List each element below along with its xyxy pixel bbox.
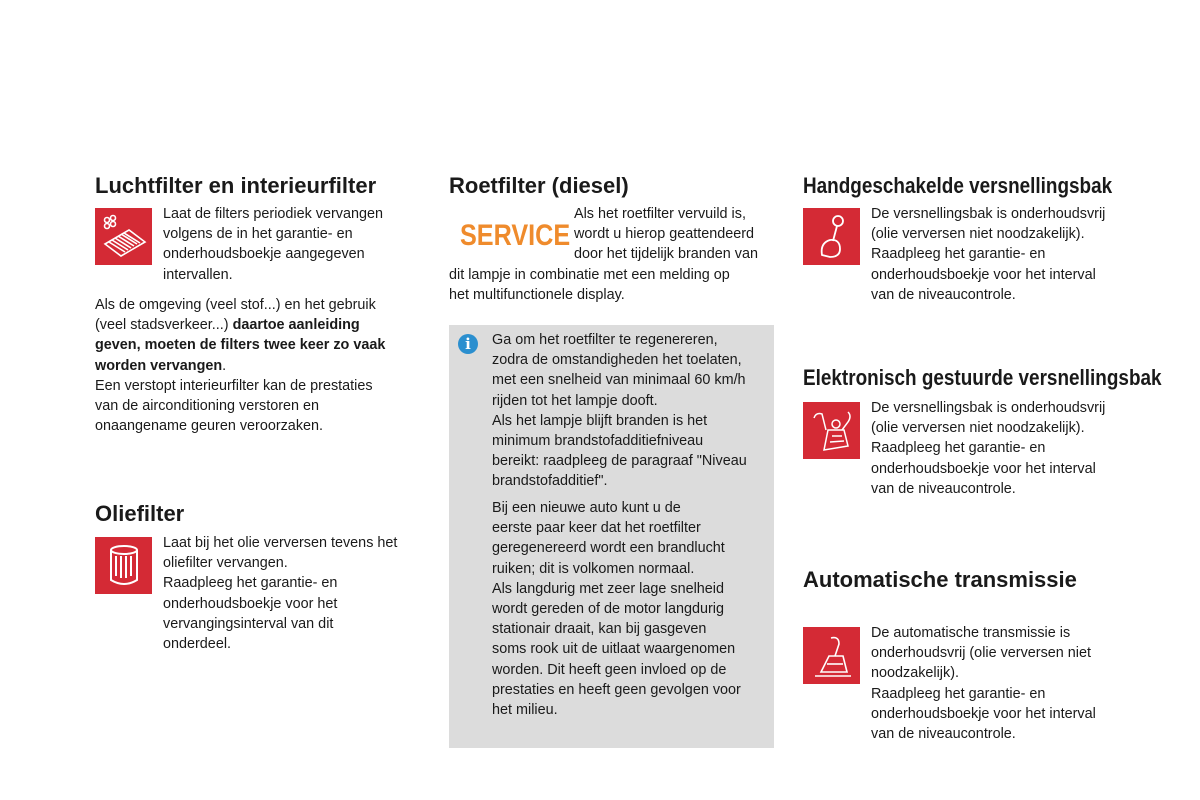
automatisch-title: Automatische transmissie (803, 567, 1077, 592)
automatic-transmission-icon (803, 627, 860, 684)
info-icon: i (458, 334, 478, 354)
luchtfilter-title: Luchtfilter en interieurfilter (95, 173, 377, 198)
luchtfilter-para2: Een verstopt interieurfilter kan de prestaties van de airconditioning verstoren en onaangename geuren veroorzaken. (95, 378, 373, 435)
handgeschakeld-title: Handgeschakelde versnellingsbak (803, 173, 1113, 198)
manual-gearbox-icon (803, 208, 860, 265)
handgeschakeld-text: De versnellingsbak is onderhoudsvrij (olie verversen niet noodzakelijk). Raadpleeg het garantie- en onderhoudsboekje voor het interval van de niveaucontrole. (871, 206, 1106, 303)
air-filter-icon (95, 208, 152, 265)
oliefilter-title: Oliefilter (95, 501, 185, 526)
luchtfilter-para1: Als de omgeving (veel stof...) en het gebruik (veel stadsverkeer...) daartoe aanleiding geven, moeten de filters twee keer zo vaak worden vervangen. (95, 297, 386, 374)
roetfilter-text: Als het roetfilter vervuild is, wordt u hierop geattendeerd door het tijdelijk branden van (574, 206, 759, 263)
roetfilter-title: Roetfilter (diesel) (449, 173, 629, 198)
elektronisch-text: De versnellingsbak is onderhoudsvrij (olie verversen niet noodzakelijk). Raadpleeg het garantie- en onderhoudsboekje voor het interval van de niveaucontrole. (871, 400, 1106, 497)
service-warning-lamp: SERVICE (460, 219, 571, 252)
info-para2: Bij een nieuwe auto kunt u de eerste paar keer dat het roetfilter geregenereerd wordt een brandlucht ruiken; dit is volkomen normaal. Als langdurig met zeer lage snelheid wordt gereden of de motor langdurig stationair draait, kan bij gasgeven soms rook uit de uitlaat waargenomen worden. Dit heeft geen invloed op de prestaties en heeft geen gevolgen voor het milieu. (492, 500, 741, 719)
elektronisch-title: Elektronisch gestuurde versnellingsbak (803, 365, 1162, 390)
automatisch-text: De automatische transmissie is onderhoudsvrij (olie verversen niet noodzakelijk). Raadpleeg het garantie- en onderhoudsboekje voor het interval van de niveaucontrole. (871, 625, 1096, 743)
roetfilter-text-full: dit lampje in combinatie met een melding op het multifunctionele display. (449, 267, 730, 304)
oliefilter-text: Laat bij het olie verversen tevens het oliefilter vervangen. Raadpleeg het garantie- en onderhoudsboekje voor het vervangingsinterval van dit onderdeel. (163, 535, 398, 653)
electronic-gearbox-icon (803, 402, 860, 459)
info-para1: Ga om het roetfilter te regenereren, zodra de omstandigheden het toelaten, met een snelheid van minimaal 60 km/h rijden tot het lampje dooft. Als het lampje blijft branden is het minimum brandstofadditiefniveau bereikt: raadpleeg de paragraaf "Niveau brandstofadditief". (492, 332, 747, 490)
oil-filter-icon (95, 537, 152, 594)
luchtfilter-intro: Laat de filters periodiek vervangen volgens de in het garantie- en onderhoudsboekje aangegeven intervallen. (163, 206, 383, 283)
